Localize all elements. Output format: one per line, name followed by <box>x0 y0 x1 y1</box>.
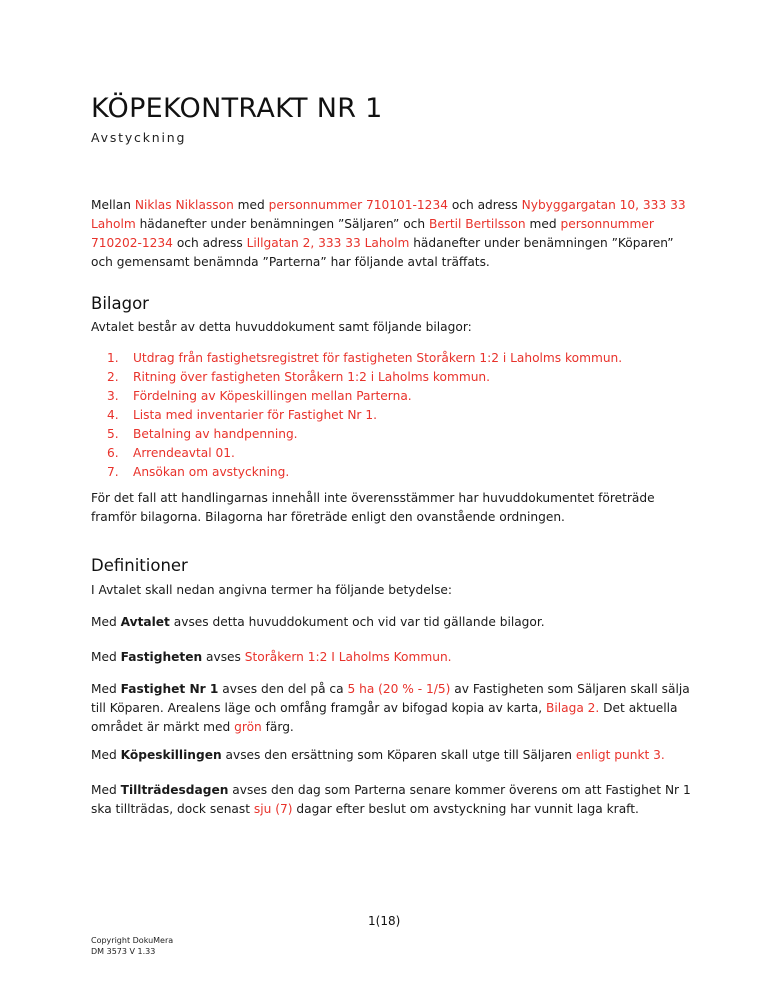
seller-address: Nybyggargatan 10, 333 33 Laholm <box>91 198 686 231</box>
buyer-name: Bertil Bertilsson <box>428 217 526 231</box>
version-text: DM 3573 V 1.33 <box>91 947 156 956</box>
buyer-personnummer: personnummer 710202-1234 <box>91 217 654 250</box>
list-item: 4. Lista med inventarier för Fastighet Nr 1. <box>107 408 377 422</box>
list-item: 3. Fördelning av Köpeskillingen mellan Parterna. <box>107 389 412 403</box>
list-item: 1. Utdrag från fastighetsregistret för fastigheten Storåkern 1:2 i Laholms kommun. <box>107 351 623 365</box>
definition-kopeskillingen: Med Köpeskillingen avses den ersättning som Köparen skall utge till Säljaren enligt punkt 3. <box>91 748 665 762</box>
bilagor-list <box>105 349 691 482</box>
bilagor-intro: Avtalet består av detta huvuddokument samt följande bilagor: <box>91 320 472 334</box>
list-item: 6. Arrendeavtal 01. <box>107 446 235 460</box>
list-item: 7. Ansökan om avstyckning. <box>107 465 290 479</box>
list-item: 2. Ritning över fastigheten Storåkern 1:2 i Laholms kommun. <box>107 370 491 384</box>
seller-name: Niklas Niklasson <box>134 198 234 212</box>
definition-fastighet-nr1: Med Fastighet Nr 1 avses den del på ca 5 ha (20 % - 1/5) av Fastigheten som Säljaren skall sälja till Köparen. Arealens läge och omfång framgår av bifogad kopia av karta, Bilaga 2. Det aktuella området är märkt med grön färg. <box>91 682 690 734</box>
definition-tilltradesdagen: Med Tillträdesdagen avses den dag som Parterna senare kommer överens om att Fastighet Nr 1 ska tillträdas, dock senast sju (7) dagar efter beslut om avstyckning har vunnit laga kraft. <box>91 783 691 816</box>
page-number: 1(18) <box>368 914 401 928</box>
list-item: 5. Betalning av handpenning. <box>107 427 298 441</box>
definitioner-heading: Definitioner <box>91 556 188 575</box>
buyer-address: Lillgatan 2, 333 33 Laholm <box>246 236 410 250</box>
footer <box>91 935 173 957</box>
definition-fastigheten: Med Fastigheten avses Storåkern 1:2 I Laholms Kommun. <box>91 650 452 664</box>
intro-paragraph: Mellan Niklas Niklasson med personnummer 710101-1234 och adress Nybyggargatan 10, 333 33 Laholm hädanefter under benämningen ”Säljaren” och Bertil Bertilsson med personnummer 710202-1234 och adress Lillgatan 2, 333 33 Laholm hädanefter under benämningen ”Köparen” och gemensamt benämnda ”Parterna” har följande avtal träffats. <box>91 198 686 269</box>
bilagor-heading: Bilagor <box>91 294 149 313</box>
definitioner-intro: I Avtalet skall nedan angivna termer ha följande betydelse: <box>91 583 453 597</box>
definition-avtalet: Med Avtalet avses detta huvuddokument och vid var tid gällande bilagor. <box>91 615 545 629</box>
document-subtitle: Avstyckning <box>91 130 187 145</box>
seller-personnummer: personnummer 710101-1234 <box>268 198 448 212</box>
bilagor-outro: För det fall att handlingarnas innehåll inte överensstämmer har huvuddokumentet företräde framför bilagorna. Bilagorna har företräde enligt den ovanstående ordningen. <box>91 491 655 524</box>
document-title: KÖPEKONTRAKT NR 1 <box>91 93 383 124</box>
copyright-text: Copyright DokuMera <box>91 936 174 945</box>
